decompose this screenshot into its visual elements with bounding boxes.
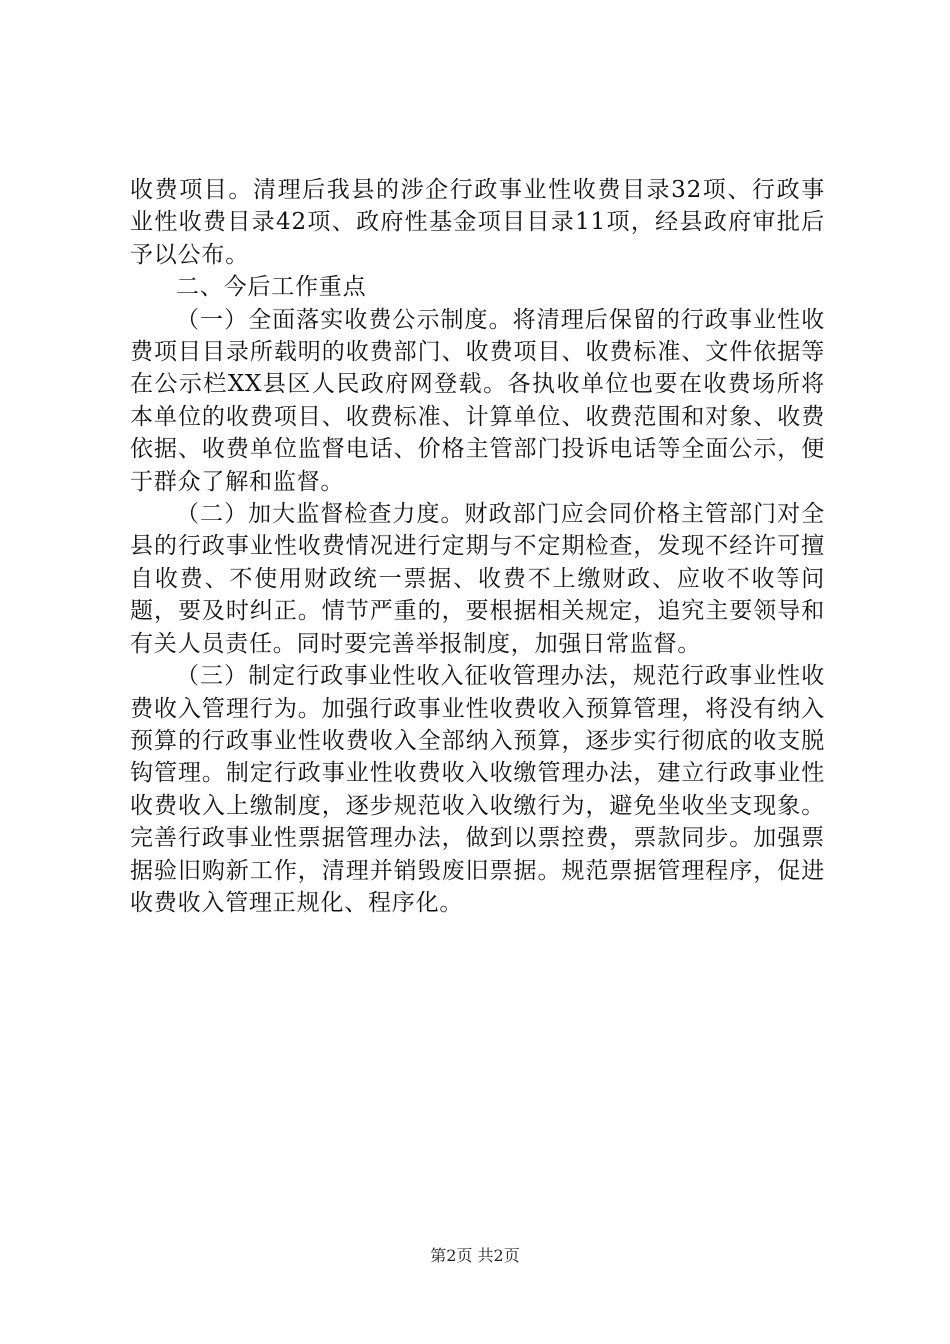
page-number-footer: 第2页 共2页 bbox=[430, 1246, 520, 1265]
paragraph-item-1: （一）全面落实收费公示制度。将清理后保留的行政事业性收费项目目录所载明的收费部门、收费项目、收费标准、文件依据等在公示栏XX县区人民政府网登载。各执收单位也要在收费场所将本单位的收费项目、收费标准、计算单位、收费范围和对象、收费依据、收费单位监督电话、价格主管部门投诉电话等全面公示，便于群众了解和监督。 bbox=[130, 306, 825, 495]
paragraph-item-2: （二）加大监督检查力度。财政部门应会同价格主管部门对全县的行政事业性收费情况进行定期与不定期检查，发现不经许可擅自收费、不使用财政统一票据、收费不上缴财政、应收不收等问题，要及时纠正。情节严重的，要根据相关规定，追究主要领导和有关人员责任。同时要完善举报制度，加强日常监督。 bbox=[130, 501, 825, 657]
section-heading: 二、今后工作重点 bbox=[176, 274, 367, 301]
document-body bbox=[130, 174, 825, 919]
continuation-paragraph: 收费项目。清理后我县的涉企行政事业性收费目录32项、行政事业性收费目录42项、政府性基金项目目录11项，经县政府审批后予以公布。 bbox=[130, 177, 825, 268]
paragraph-item-3: （三）制定行政事业性收入征收管理办法，规范行政事业性收费收入管理行为。加强行政事业性收费收入预算管理，将没有纳入预算的行政事业性收费收入全部纳入预算，逐步实行彻底的收支脱钩管理。制定行政事业性收费收入收缴管理办法，建立行政事业性收费收入上缴制度，逐步规范收入收缴行为，避免坐收坐支现象。完善行政事业性票据管理办法，做到以票控费，票款同步。加强票据验旧购新工作，清理并销毁废旧票据。规范票据管理程序，促进收费收入管理正规化、程序化。 bbox=[130, 663, 825, 916]
